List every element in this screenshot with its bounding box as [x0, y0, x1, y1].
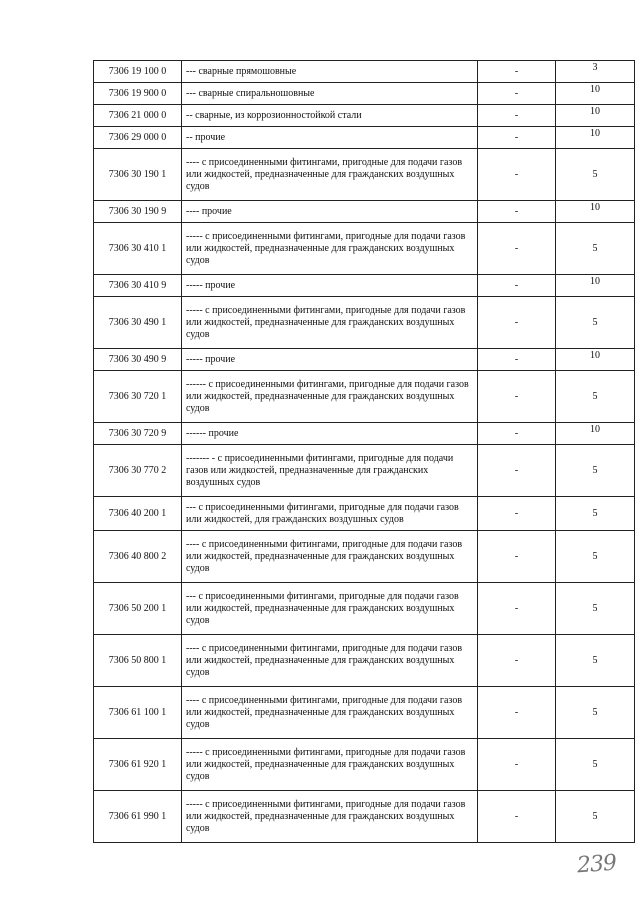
table-row	[94, 791, 635, 843]
rate-cell: 10	[556, 423, 635, 445]
rate-cell: 5	[556, 297, 635, 349]
description-cell: -- сварные, из коррозионностойкой стали	[182, 105, 478, 127]
description-cell: ----- с присоединенными фитингами, пригодные для подачи газов или жидкостей, предназначенные для гражданских воздушных судов	[182, 739, 478, 791]
duty-dash-cell: -	[478, 297, 556, 349]
description-cell: ------ прочие	[182, 423, 478, 445]
table-row	[94, 739, 635, 791]
table-row	[94, 349, 635, 371]
description-cell: ---- с присоединенными фитингами, пригодные для подачи газов или жидкостей, предназначенные для гражданских воздушных судов	[182, 635, 478, 687]
rate-cell: 10	[556, 105, 635, 127]
duty-dash-cell: -	[478, 445, 556, 497]
code-cell: 7306 30 410 9	[94, 275, 182, 297]
description-cell: ---- с присоединенными фитингами, пригодные для подачи газов или жидкостей, предназначенные для гражданских воздушных судов	[182, 687, 478, 739]
rate-cell: 5	[556, 223, 635, 275]
table-row	[94, 297, 635, 349]
duty-dash-cell: -	[478, 61, 556, 83]
description-cell: ----- с присоединенными фитингами, пригодные для подачи газов или жидкостей, предназначенные для гражданских воздушных судов	[182, 791, 478, 843]
code-cell: 7306 30 490 1	[94, 297, 182, 349]
code-cell: 7306 19 100 0	[94, 61, 182, 83]
code-cell: 7306 29 000 0	[94, 127, 182, 149]
duty-dash-cell: -	[478, 149, 556, 201]
table-row	[94, 497, 635, 531]
description-cell: ----- с присоединенными фитингами, пригодные для подачи газов или жидкостей, предназначенные для гражданских воздушных судов	[182, 223, 478, 275]
description-cell: ----- прочие	[182, 275, 478, 297]
duty-dash-cell: -	[478, 635, 556, 687]
table-row	[94, 423, 635, 445]
table-row	[94, 275, 635, 297]
table-row	[94, 83, 635, 105]
duty-dash-cell: -	[478, 127, 556, 149]
duty-dash-cell: -	[478, 349, 556, 371]
table-row	[94, 127, 635, 149]
code-cell: 7306 30 720 1	[94, 371, 182, 423]
rate-cell: 5	[556, 687, 635, 739]
rate-cell: 5	[556, 497, 635, 531]
duty-dash-cell: -	[478, 583, 556, 635]
rate-cell: 5	[556, 445, 635, 497]
rate-cell: 10	[556, 275, 635, 297]
page-number: 239	[576, 850, 617, 879]
description-cell: --- с присоединенными фитингами, пригодные для подачи газов или жидкостей, предназначенные для гражданских воздушных судов	[182, 583, 478, 635]
code-cell: 7306 50 200 1	[94, 583, 182, 635]
rate-cell: 5	[556, 149, 635, 201]
rate-cell: 10	[556, 201, 635, 223]
duty-dash-cell: -	[478, 201, 556, 223]
duty-dash-cell: -	[478, 83, 556, 105]
description-cell: ---- прочие	[182, 201, 478, 223]
rate-cell: 5	[556, 371, 635, 423]
duty-dash-cell: -	[478, 687, 556, 739]
description-cell: --- сварные спиральношовные	[182, 83, 478, 105]
table-row	[94, 445, 635, 497]
table-row	[94, 687, 635, 739]
code-cell: 7306 61 100 1	[94, 687, 182, 739]
rate-cell: 5	[556, 635, 635, 687]
rate-cell: 10	[556, 349, 635, 371]
description-cell: ------ с присоединенными фитингами, пригодные для подачи газов или жидкостей, предназначенные для гражданских воздушных судов	[182, 371, 478, 423]
rate-cell: 5	[556, 739, 635, 791]
duty-dash-cell: -	[478, 497, 556, 531]
code-cell: 7306 30 410 1	[94, 223, 182, 275]
rate-cell: 10	[556, 83, 635, 105]
table-row	[94, 531, 635, 583]
code-cell: 7306 61 920 1	[94, 739, 182, 791]
code-cell: 7306 30 190 1	[94, 149, 182, 201]
code-cell: 7306 30 490 9	[94, 349, 182, 371]
table-row	[94, 201, 635, 223]
duty-dash-cell: -	[478, 371, 556, 423]
rate-cell: 5	[556, 531, 635, 583]
duty-dash-cell: -	[478, 275, 556, 297]
code-cell: 7306 61 990 1	[94, 791, 182, 843]
code-cell: 7306 30 720 9	[94, 423, 182, 445]
description-cell: --- с присоединенными фитингами, пригодные для подачи газов или жидкостей, для гражданских воздушных судов	[182, 497, 478, 531]
description-cell: ---- с присоединенными фитингами, пригодные для подачи газов или жидкостей, предназначенные для гражданских воздушных судов	[182, 531, 478, 583]
description-cell: ----- с присоединенными фитингами, пригодные для подачи газов или жидкостей, предназначенные для гражданских воздушных судов	[182, 297, 478, 349]
description-cell: -- прочие	[182, 127, 478, 149]
rate-cell: 3	[556, 61, 635, 83]
description-cell: --- сварные прямошовные	[182, 61, 478, 83]
duty-dash-cell: -	[478, 105, 556, 127]
table-row	[94, 371, 635, 423]
description-cell: ---- с присоединенными фитингами, пригодные для подачи газов или жидкостей, предназначенные для гражданских воздушных судов	[182, 149, 478, 201]
table-row	[94, 105, 635, 127]
rate-cell: 10	[556, 127, 635, 149]
code-cell: 7306 30 770 2	[94, 445, 182, 497]
code-cell: 7306 40 800 2	[94, 531, 182, 583]
duty-dash-cell: -	[478, 739, 556, 791]
description-cell: ------- - с присоединенными фитингами, пригодные для подачи газов или жидкостей, предназначенные для гражданских воздушных судов	[182, 445, 478, 497]
rate-cell: 5	[556, 791, 635, 843]
code-cell: 7306 40 200 1	[94, 497, 182, 531]
description-cell: ----- прочие	[182, 349, 478, 371]
tariff-table	[93, 60, 635, 843]
duty-dash-cell: -	[478, 531, 556, 583]
code-cell: 7306 19 900 0	[94, 83, 182, 105]
duty-dash-cell: -	[478, 223, 556, 275]
rate-cell: 5	[556, 583, 635, 635]
code-cell: 7306 50 800 1	[94, 635, 182, 687]
table-row	[94, 149, 635, 201]
duty-dash-cell: -	[478, 791, 556, 843]
table-row	[94, 635, 635, 687]
table-row	[94, 61, 635, 83]
code-cell: 7306 30 190 9	[94, 201, 182, 223]
table-row	[94, 223, 635, 275]
code-cell: 7306 21 000 0	[94, 105, 182, 127]
duty-dash-cell: -	[478, 423, 556, 445]
tariff-table-body	[94, 61, 635, 843]
table-row	[94, 583, 635, 635]
